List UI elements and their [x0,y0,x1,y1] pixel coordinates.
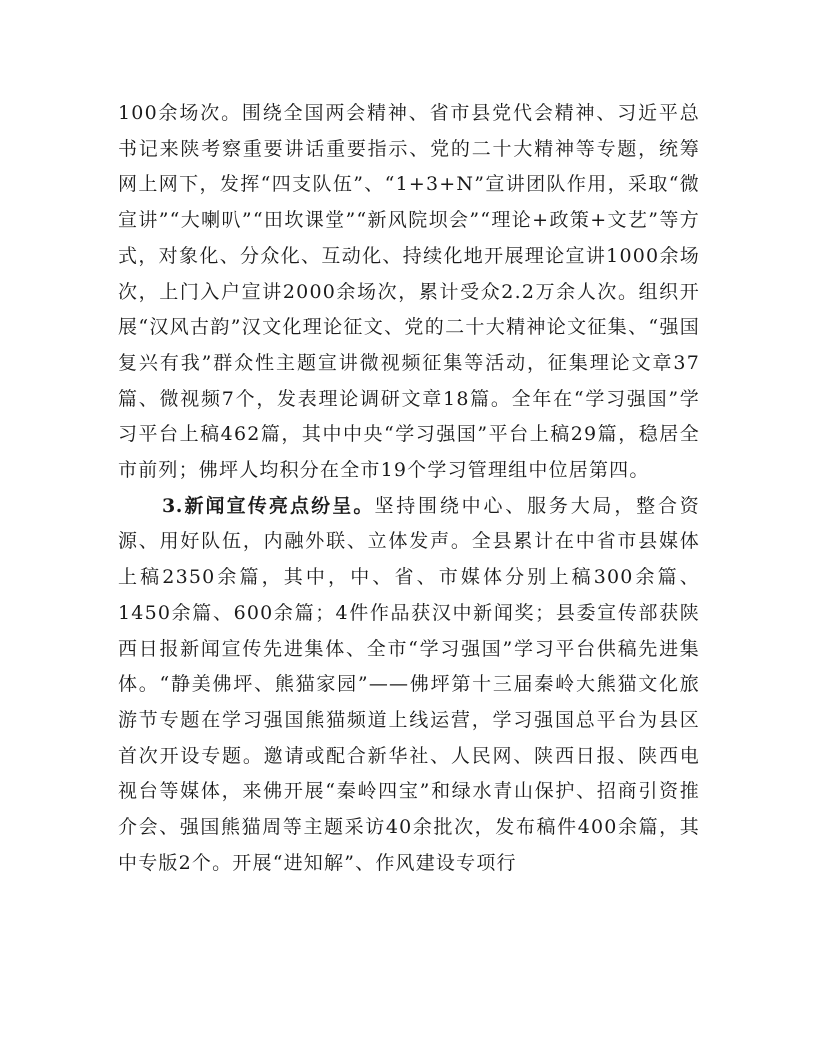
body-paragraph-1 [118,96,700,489]
body-paragraph-2 [118,489,700,882]
paragraph-2-text: 坚持围绕中心、服务大局，整合资源、用好队伍，内融外联、立体发声。全县累计在中省市县媒体上稿2350余篇，其中，中、省、市媒体分别上稿300余篇、1450余篇、600余篇；4件作品获汉中新闻奖；县委宣传部获陕西日报新闻宣传先进集体、全市“学习强国”学习平台供稿先进集体。“静美佛坪、熊猫家园”——佛坪第十三届秦岭大熊猫文化旅游节专题在学习强国熊猫频道上线运营，学习强国总平台为县区首次开设专题。邀请或配合新华社、人民网、陕西日报、陕西电视台等媒体，来佛开展“秦岭四宝”和绿水青山保护、招商引资推介会、强国熊猫周等主题采访40余批次，发布稿件400余篇，其中专版2个。开展“进知解”、作风建设专项行 [118,494,700,874]
paragraph-1-text: 100余场次。围绕全国两会精神、省市县党代会精神、习近平总书记来陕考察重要讲话重要指示、党的二十大精神等专题，统筹网上网下，发挥“四支队伍”、“1+3+N”宣讲团队作用，采取“微宣讲”“大喇叭”“田坎课堂”“新风院坝会”“理论+政策+文艺”等方式，对象化、分众化、互动化、持续化地开展理论宣讲1000余场次，上门入户宣讲2000余场次，累计受众2.2万余人次。组织开展“汉风古韵”汉文化理论征文、党的二十大精神论文征集、“强国复兴有我”群众性主题宣讲微视频征集等活动，征集理论文章37篇、微视频7个，发表理论调研文章18篇。全年在“学习强国”学习平台上稿462篇，其中中央“学习强国”平台上稿29篇，稳居全市前列；佛坪人均积分在全市19个学习管理组中位居第四。 [118,102,700,482]
section-heading-3: 3.新闻宣传亮点纷呈。 [162,494,375,517]
